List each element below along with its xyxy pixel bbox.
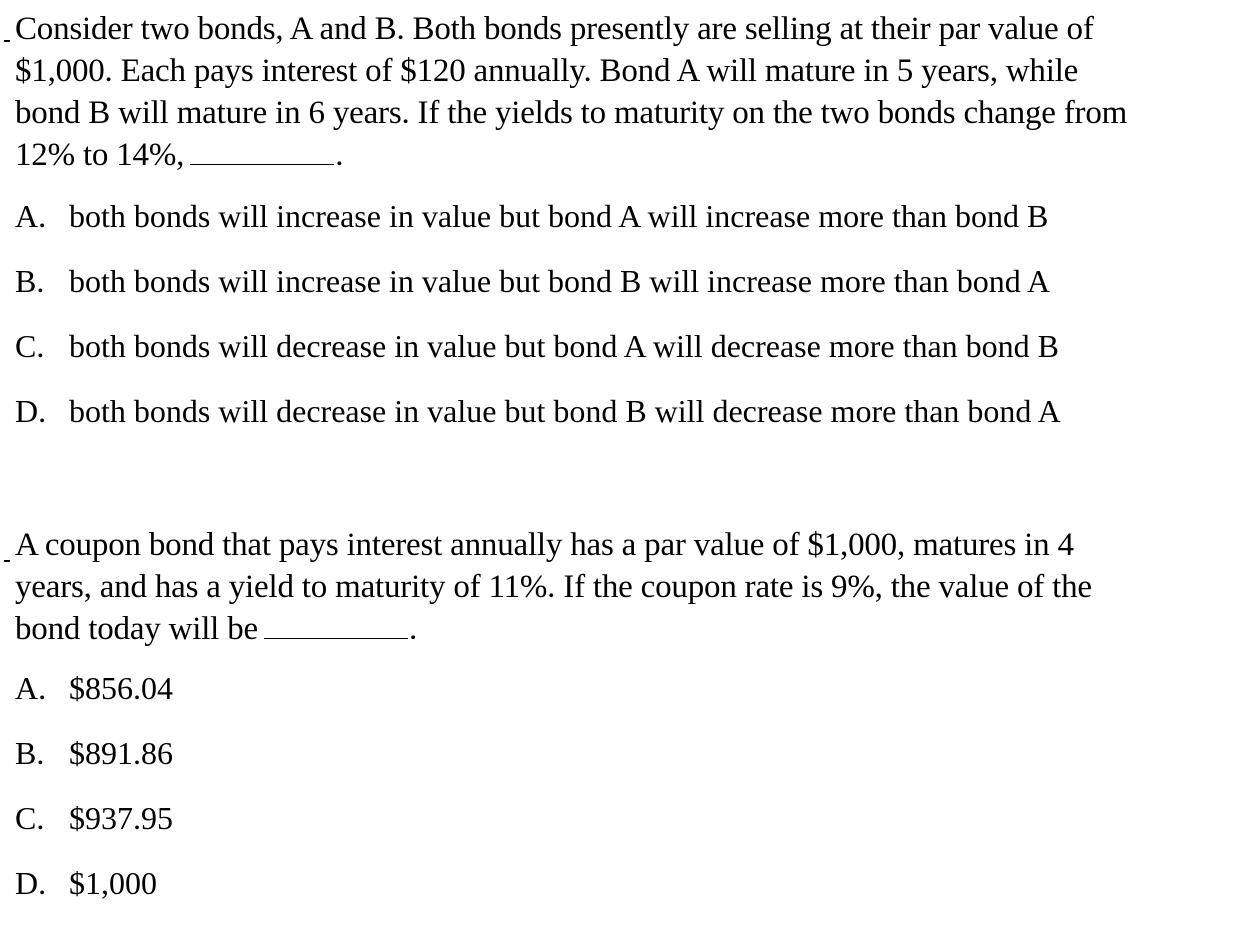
question-number-marker [4, 40, 10, 42]
stem-line: A coupon bond that pays interest annually has a par value of $1,000, matures in 4 [15, 527, 1074, 563]
stem-line: years, and has a yield to maturity of 11%. If the coupon rate is 9%, the value of the [15, 569, 1092, 605]
option-a[interactable] [0, 668, 1250, 733]
blank-period: . [408, 611, 418, 647]
option-b[interactable] [0, 733, 1250, 798]
option-text: both bonds will decrease in value but bond A will decrease more than bond B [69, 328, 1059, 364]
option-c[interactable] [0, 326, 1250, 391]
option-letter: B. [15, 735, 45, 771]
option-text: $1,000 [69, 865, 157, 901]
option-letter: B. [15, 263, 45, 299]
question-2 [0, 524, 1250, 928]
question-1 [0, 8, 1250, 456]
option-text: both bonds will decrease in value but bond B will decrease more than bond A [69, 393, 1061, 429]
answer-options [0, 196, 1250, 456]
option-text: $856.04 [69, 670, 173, 706]
option-b[interactable] [0, 261, 1250, 326]
option-letter: A. [15, 198, 47, 234]
option-text: both bonds will increase in value but bond B will increase more than bond A [69, 263, 1051, 299]
question-number-marker [4, 560, 10, 562]
stem-line: bond today will be [15, 611, 258, 647]
stem-line: bond B will mature in 6 years. If the yields to maturity on the two bonds change from [15, 95, 1128, 131]
question-stem [15, 8, 1250, 176]
option-c[interactable] [0, 798, 1250, 863]
option-d[interactable] [0, 863, 1250, 928]
answer-blank [190, 136, 334, 165]
answer-blank [264, 610, 408, 639]
option-a[interactable] [0, 196, 1250, 261]
option-letter: C. [15, 800, 45, 836]
stem-line: 12% to 14%, [15, 137, 185, 173]
option-text: both bonds will increase in value but bond A will increase more than bond B [69, 198, 1049, 234]
option-letter: A. [15, 670, 47, 706]
option-letter: C. [15, 328, 45, 364]
stem-line: Consider two bonds, A and B. Both bonds presently are selling at their par value of [15, 11, 1094, 47]
option-d[interactable] [0, 391, 1250, 456]
option-letter: D. [15, 865, 47, 901]
question-stem [15, 524, 1250, 650]
blank-period: . [335, 137, 344, 173]
option-text: $937.95 [69, 800, 173, 836]
option-text: $891.86 [69, 735, 173, 771]
option-letter: D. [15, 393, 47, 429]
stem-line: $1,000. Each pays interest of $120 annually. Bond A will mature in 5 years, while [15, 53, 1079, 89]
answer-options [0, 668, 1250, 928]
